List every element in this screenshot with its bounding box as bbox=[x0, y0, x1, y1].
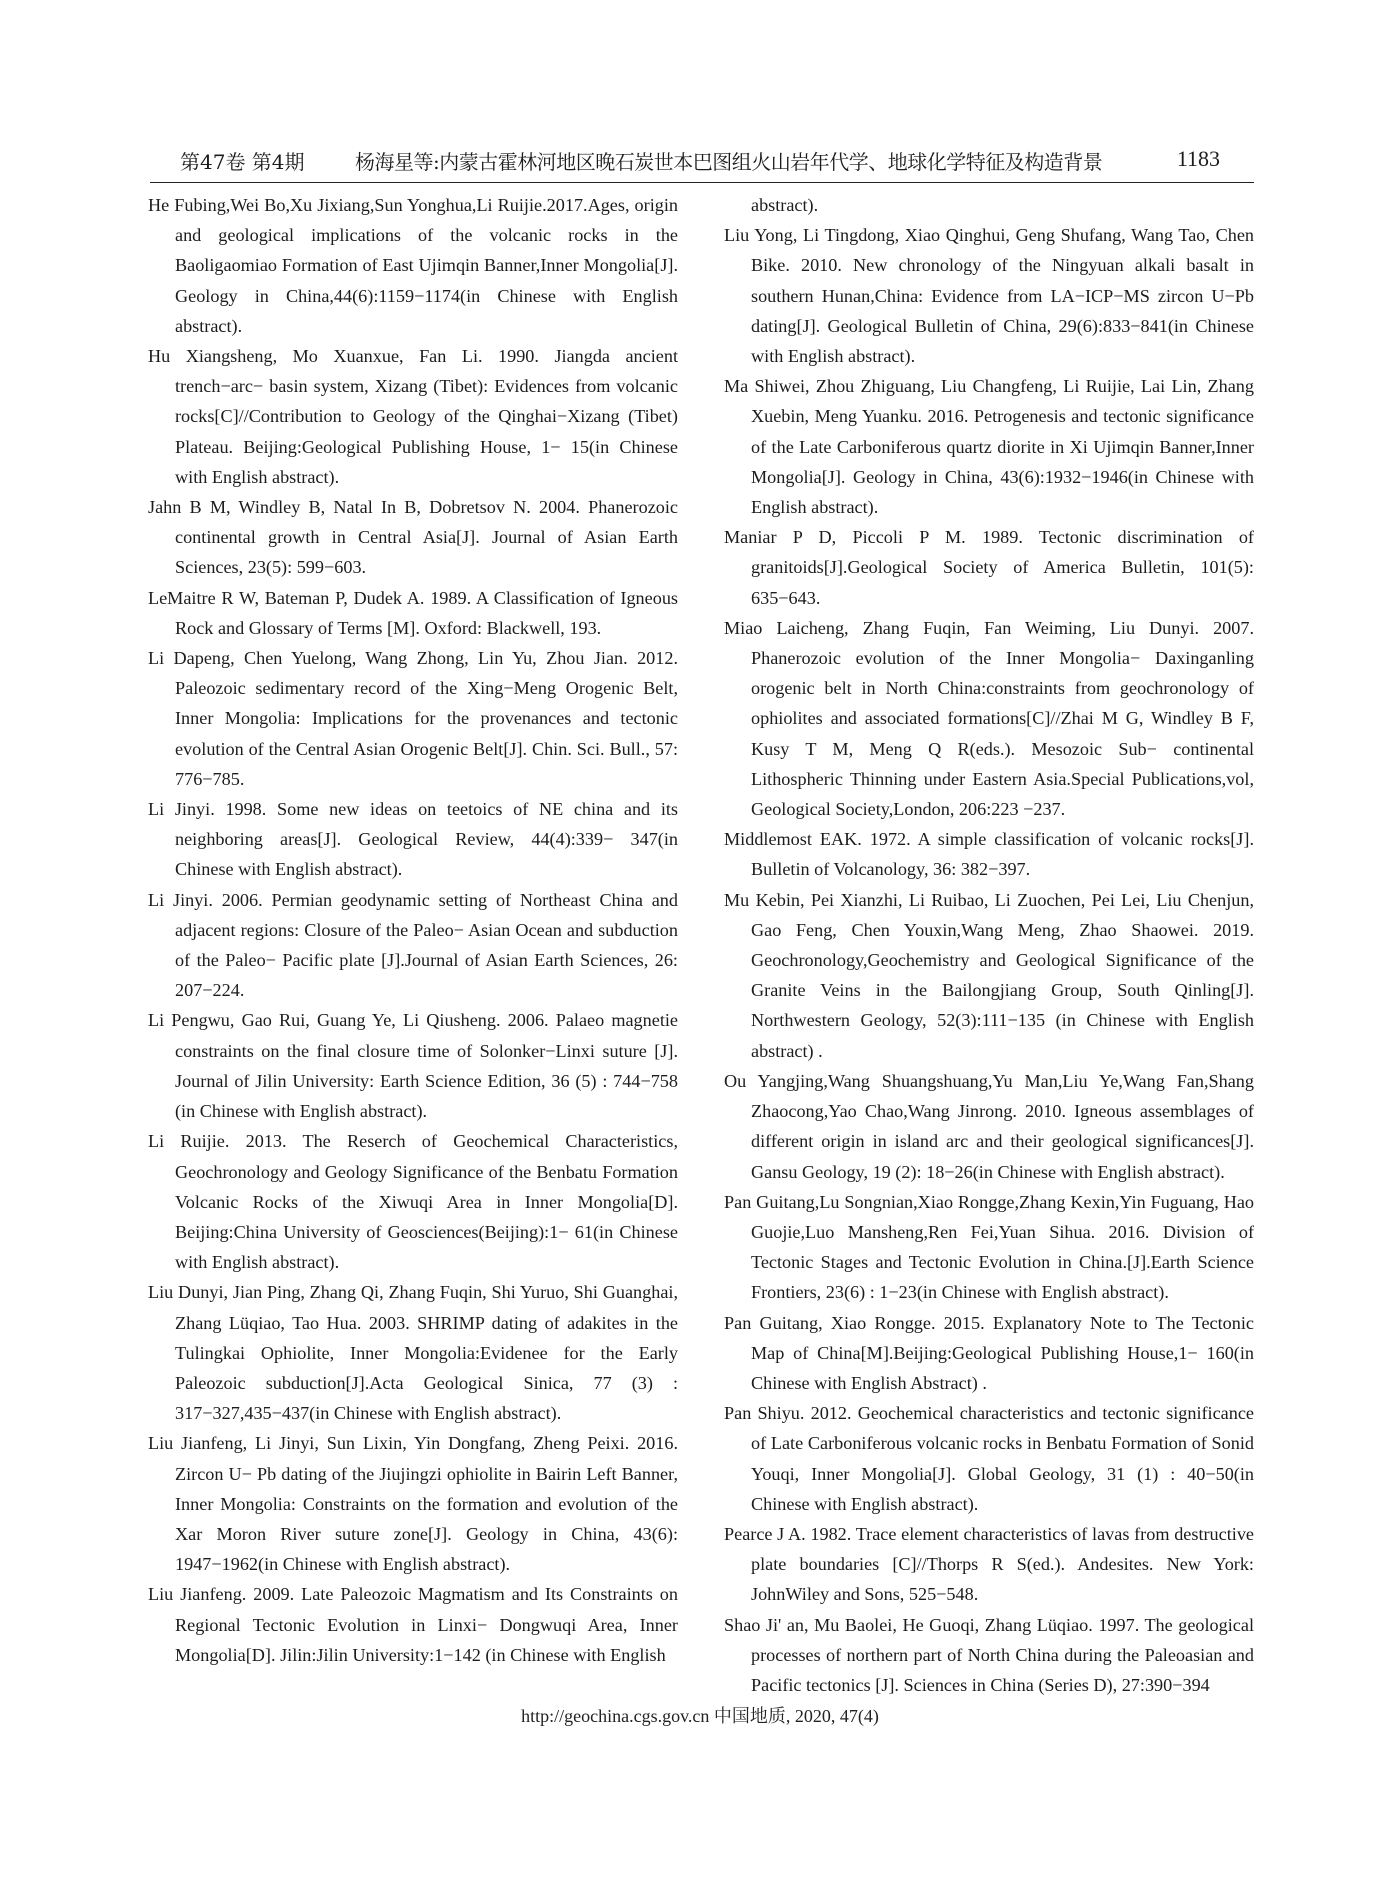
reference-entry: Middlemost EAK. 1972. A simple classification of volcanic rocks[J]. Bulletin of Volcanology, 36: 382−397. bbox=[724, 829, 1254, 880]
reference-entry: Liu Jianfeng, Li Jinyi, Sun Lixin, Yin Dongfang, Zheng Peixi. 2016. Zircon U− Pb dating of the Jiujingzi ophiolite in Bairin Left Banner, Inner Mongolia: Constraints on the formation and evolution of the Xar Moron River suture zone[J]. Geology in China, 43(6): 1947−1962(in Chinese with English abstract). bbox=[148, 1433, 678, 1575]
references-right-column bbox=[724, 190, 1254, 1700]
volume-issue: 第47卷 第4期 bbox=[180, 150, 305, 174]
page-footer: http://geochina.cgs.gov.cn 中国地质, 2020, 47(4) bbox=[521, 1706, 879, 1726]
reference-entry: Liu Yong, Li Tingdong, Xiao Qinghui, Geng Shufang, Wang Tao, Chen Bike. 2010. New chronology of the Ningyuan alkali basalt in southern Hunan,China: Evidence from LA−ICP−MS zircon U−Pb dating[J]. Geological Bulletin of China, 29(6):833−841(in Chinese with English abstract). bbox=[724, 225, 1254, 367]
reference-entry: Li Jinyi. 2006. Permian geodynamic setting of Northeast China and adjacent regions: Closure of the Paleo− Asian Ocean and subduction of the Paleo− Pacific plate [J].Journal of Asian Earth Sciences, 26: 207−224. bbox=[148, 889, 678, 1001]
running-title: 杨海星等:内蒙古霍林河地区晚石炭世本巴图组火山岩年代学、地球化学特征及构造背景 bbox=[355, 150, 1103, 174]
reference-entry: Ou Yangjing,Wang Shuangshuang,Yu Man,Liu Ye,Wang Fan,Shang Zhaocong,Yao Chao,Wang Jinrong. 2010. Igneous assemblages of different origin in island arc and their geological significances[J]. Gansu Geology, 19 (2): 18−26(in Chinese with English abstract). bbox=[724, 1070, 1254, 1182]
reference-entry: Pan Guitang,Lu Songnian,Xiao Rongge,Zhang Kexin,Yin Fuguang, Hao Guojie,Luo Mansheng,Ren Fei,Yuan Sihua. 2016. Division of Tectonic Stages and Tectonic Evolution in China.[J].Earth Science Frontiers, 23(6) : 1−23(in Chinese with English abstract). bbox=[724, 1191, 1254, 1303]
running-header bbox=[150, 144, 1254, 183]
reference-entry: Liu Jianfeng. 2009. Late Paleozoic Magmatism and Its Constraints on Regional Tectonic Evolution in Linxi− Dongwuqi Area, Inner Mongolia[D]. Jilin:Jilin University:1−142 (in Chinese with English bbox=[148, 1584, 678, 1665]
reference-entry: Miao Laicheng, Zhang Fuqin, Fan Weiming, Liu Dunyi. 2007. Phanerozoic evolution of the Inner Mongolia− Daxinganling orogenic belt in North China:constraints from geochronology of ophiolites and associated formations[C]//Zhai M G, Windley B F, Kusy T M, Meng Q R(eds.). Mesozoic Sub− continental Lithospheric Thinning under Eastern Asia.Special Publications,vol, Geological Society,London, 206:223 −237. bbox=[724, 617, 1254, 820]
reference-entry: Hu Xiangsheng, Mo Xuanxue, Fan Li. 1990. Jiangda ancient trench−arc− basin system, Xizang (Tibet): Evidences from volcanic rocks[C]//Contribution to Geology of the Qinghai−Xizang (Tibet) Plateau. Beijing:Geological Publishing House, 1− 15(in Chinese with English abstract). bbox=[148, 346, 678, 487]
reference-entry: He Fubing,Wei Bo,Xu Jixiang,Sun Yonghua,Li Ruijie.2017.Ages, origin and geological implications of the volcanic rocks in the Baoligaomiao Formation of East Ujimqin Banner,Inner Mongolia[J]. Geology in China,44(6):1159−1174(in Chinese with English abstract). bbox=[148, 195, 678, 336]
reference-entry: Maniar P D, Piccoli P M. 1989. Tectonic discrimination of granitoids[J].Geological Society of America Bulletin, 101(5): 635−643. bbox=[724, 527, 1254, 608]
reference-entry: Shao Ji' an, Mu Baolei, He Guoqi, Zhang Lüqiao. 1997. The geological processes of northern part of North China during the Paleoasian and Pacific tectonics [J]. Sciences in China (Series D), 27:390−394 bbox=[724, 1614, 1254, 1695]
reference-entry: LeMaitre R W, Bateman P, Dudek A. 1989. A Classification of Igneous Rock and Glossary of Terms [M]. Oxford: Blackwell, 193. bbox=[148, 587, 678, 638]
reference-entry: Mu Kebin, Pei Xianzhi, Li Ruibao, Li Zuochen, Pei Lei, Liu Chenjun, Gao Feng, Chen Youxin,Wang Meng, Zhao Shaowei. 2019. Geochronology,Geochemistry and Geological Significance of the Granite Veins in the Bailongjiang Group, South Qinling[J]. Northwestern Geology, 52(3):111−135 (in Chinese with English abstract) . bbox=[724, 889, 1254, 1061]
reference-entry: Pearce J A. 1982. Trace element characteristics of lavas from destructive plate boundaries [C]//Thorps R S(ed.). Andesites. New York: JohnWiley and Sons, 525−548. bbox=[724, 1523, 1254, 1605]
reference-entry: Pan Guitang, Xiao Rongge. 2015. Explanatory Note to The Tectonic Map of China[M].Beijing:Geological Publishing House,1− 160(in Chinese with English Abstract) . bbox=[724, 1312, 1254, 1393]
reference-continuation: abstract). bbox=[751, 195, 819, 215]
reference-entry: Li Pengwu, Gao Rui, Guang Ye, Li Qiusheng. 2006. Palaeo magnetie constraints on the final closure time of Solonker−Linxi suture [J]. Journal of Jilin University: Earth Science Edition, 36 (5) : 744−758 (in Chinese with English abstract). bbox=[148, 1010, 678, 1122]
reference-entry: Li Ruijie. 2013. The Reserch of Geochemical Characteristics, Geochronology and Geology Significance of the Benbatu Formation Volcanic Rocks of the Xiwuqi Area in Inner Mongolia[D]. Beijing:China University of Geosciences(Beijing):1− 61(in Chinese with English abstract). bbox=[148, 1131, 678, 1273]
page-number: 1183 bbox=[1176, 146, 1220, 171]
reference-entry: Li Jinyi. 1998. Some new ideas on teetoics of NE china and its neighboring areas[J]. Geological Review, 44(4):339− 347(in Chinese with English abstract). bbox=[148, 799, 678, 880]
references-left-column bbox=[148, 190, 678, 1670]
reference-entry: Liu Dunyi, Jian Ping, Zhang Qi, Zhang Fuqin, Shi Yuruo, Shi Guanghai, Zhang Lüqiao, Tao Hua. 2003. SHRIMP dating of adakites in the Tulingkai Ophiolite, Inner Mongolia:Evidenee for the Early Paleozoic subduction[J].Acta Geological Sinica, 77 (3) : 317−327,435−437(in Chinese with English abstract). bbox=[148, 1282, 678, 1424]
reference-entry: Pan Shiyu. 2012. Geochemical characteristics and tectonic significance of Late Carboniferous volcanic rocks in Benbatu Formation of Sonid Youqi, Inner Mongolia[J]. Global Geology, 31 (1) : 40−50(in Chinese with English abstract). bbox=[724, 1403, 1254, 1514]
reference-entry: Jahn B M, Windley B, Natal In B, Dobretsov N. 2004. Phanerozoic continental growth in Central Asia[J]. Journal of Asian Earth Sciences, 23(5): 599−603. bbox=[148, 497, 678, 578]
reference-entry: Ma Shiwei, Zhou Zhiguang, Liu Changfeng, Li Ruijie, Lai Lin, Zhang Xuebin, Meng Yuanku. 2016. Petrogenesis and tectonic significance of the Late Carboniferous quartz diorite in Xi Ujimqin Banner,Inner Mongolia[J]. Geology in China, 43(6):1932−1946(in Chinese with English abstract). bbox=[724, 376, 1254, 518]
reference-entry: Li Dapeng, Chen Yuelong, Wang Zhong, Lin Yu, Zhou Jian. 2012. Paleozoic sedimentary record of the Xing−Meng Orogenic Belt, Inner Mongolia: Implications for the provenances and tectonic evolution of the Central Asian Orogenic Belt[J]. Chin. Sci. Bull., 57: 776−785. bbox=[148, 648, 678, 789]
